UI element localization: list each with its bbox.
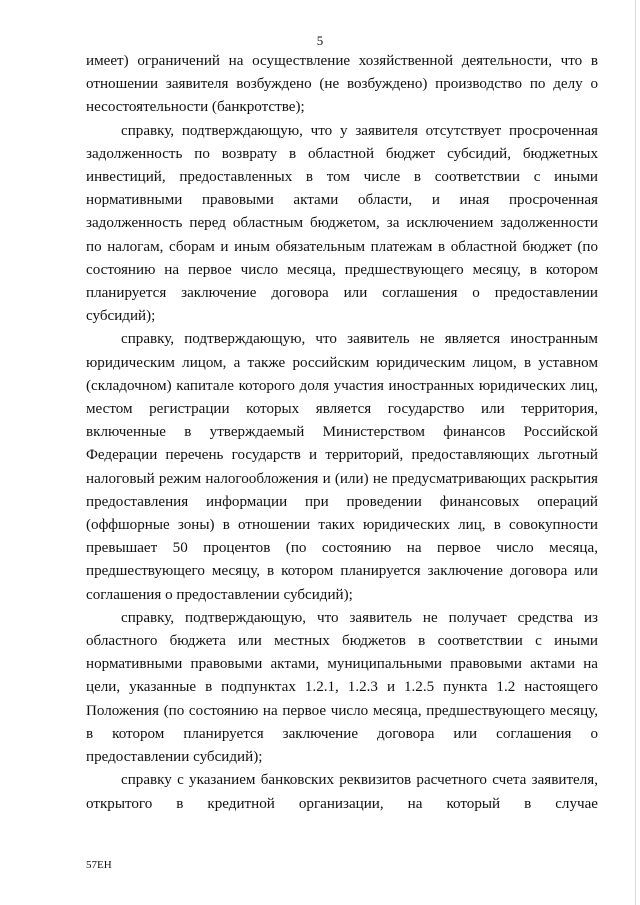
page-number: 5	[316, 33, 324, 48]
paragraph-foreign-entity-certificate: справку, подтверждающую, что заявитель не является иностранным юридическим лицом, а также российским юридическим лицом, в уставном (складочном) капитале которого доля участия иностранных юридических лиц, местом регистрации которых является государство или территория, включенные в утверждаемый Министерством финансов Российской Федерации перечень государств и территорий, предоставляющих льготный налоговый режим налогообложения и (или) не предусматривающих раскрытия предоставления информации при проведении финансовых операций (оффшорные зоны) в отношении таких юридических лиц, в совокупности превышает 50 процентов (по состоянию на первое число месяца, предшествующего месяцу, в котором планируется заключение договора или соглашения о предоставлении субсидий);	[86, 331, 598, 603]
paragraph-bank-details-certificate: справку с указанием банковских реквизитов расчетного счета заявителя, открытого в кредитной организации, на который в случае	[86, 772, 598, 812]
paragraph-continuation: имеет) ограничений на осуществление хозяйственной деятельности, что в отношении заявителя возбуждено (не возбуждено) производство по делу о несостоятельности (банкротстве);	[86, 53, 598, 116]
paragraph-no-other-funds-certificate: справку, подтверждающую, что заявитель не получает средства из областного бюджета или местных бюджетов в соответствии с иными нормативными правовыми актами, муниципальными правовыми актами на цели, указанные в подпунктах 1.2.1, 1.2.3 и 1.2.5 пункта 1.2 настоящего Положения (по состоянию на первое число месяца, предшествующего месяцу, в котором планируется заключение договора или соглашения о предоставлении субсидий);	[86, 609, 598, 766]
scan-edge-line	[635, 0, 636, 905]
footer-document-code: 57ЕН	[86, 859, 112, 871]
document-body	[86, 50, 598, 816]
paragraph-overdue-debt-certificate: справку, подтверждающую, что у заявителя отсутствует просроченная задолженность по возврату в областной бюджет субсидий, бюджетных инвестиций, предоставленных в том числе в соответствии с иными нормативными правовыми актами области, и иная просроченная задолженность перед областным бюджетом, за исключением задолженности по налогам, сборам и иным обязательным платежам в областной бюджет (по состоянию на первое число месяца, предшествующего месяцу, в котором планируется заключение договора или соглашения о предоставлении субсидий);	[86, 122, 598, 325]
